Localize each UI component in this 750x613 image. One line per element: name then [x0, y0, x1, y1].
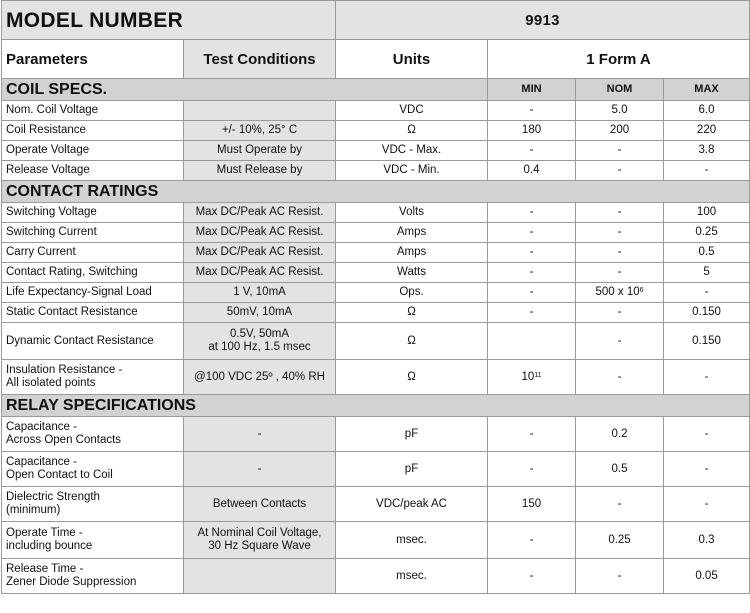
table-row	[2, 452, 750, 487]
table-row	[2, 417, 750, 452]
nom-value: -	[617, 306, 622, 318]
max-value-cell	[664, 303, 750, 323]
max-value: 6.0	[698, 104, 715, 116]
test-condition-cell: Between Contacts	[184, 487, 336, 522]
max-value-cell	[664, 223, 750, 243]
nom-value: -	[617, 164, 622, 176]
max-value: 0.150	[692, 334, 721, 347]
nom-value-cell	[576, 121, 664, 141]
nom-value: -	[617, 246, 622, 258]
unit-cell: VDC - Min.	[336, 161, 488, 181]
min-value: 180	[521, 124, 542, 136]
max-value-cell	[664, 360, 750, 395]
unit-cell: Ω	[336, 121, 488, 141]
nom-value: -	[617, 497, 622, 510]
nom-value: -	[617, 370, 622, 383]
min-value-cell	[488, 141, 576, 161]
min-value-cell	[488, 203, 576, 223]
parameter-cell: Life Expectancy-Signal Load	[2, 283, 184, 303]
test-condition-cell	[184, 559, 336, 594]
nom-value-cell	[576, 417, 664, 452]
nom-value-cell	[576, 161, 664, 181]
test-condition-cell: -	[184, 452, 336, 487]
nom-value-cell	[576, 263, 664, 283]
test-condition-cell: -	[184, 417, 336, 452]
max-value-cell	[664, 283, 750, 303]
table-row	[2, 303, 750, 323]
column-head-nom: NOM	[576, 79, 664, 101]
test-condition-cell: Max DC/Peak AC Resist.	[184, 243, 336, 263]
units-header: Units	[336, 40, 488, 79]
table-row	[2, 203, 750, 223]
test-condition-cell: 1 V, 10mA	[184, 283, 336, 303]
min-value-cell	[488, 360, 576, 395]
test-condition-cell: +/- 10%, 25° C	[184, 121, 336, 141]
unit-cell: Ω	[336, 360, 488, 395]
table-row	[2, 263, 750, 283]
nom-value-cell	[576, 323, 664, 360]
nom-value-cell	[576, 223, 664, 243]
test-condition-cell: 0.5V, 50mA at 100 Hz, 1.5 msec	[184, 323, 336, 360]
unit-cell: pF	[336, 417, 488, 452]
nom-value: 0.2	[611, 427, 628, 440]
unit-cell: msec.	[336, 559, 488, 594]
nom-value-cell	[576, 487, 664, 522]
min-value-cell	[488, 487, 576, 522]
coil-section-header	[2, 79, 750, 101]
table-row	[2, 487, 750, 522]
min-exponent: 11	[534, 371, 542, 379]
test-condition-cell: Max DC/Peak AC Resist.	[184, 223, 336, 243]
relay-spec-table	[1, 0, 750, 594]
params-header: Parameters	[2, 40, 184, 79]
nom-value: -	[617, 334, 622, 347]
table-row	[2, 121, 750, 141]
table-row	[2, 101, 750, 121]
parameter-cell: Coil Resistance	[2, 121, 184, 141]
min-value: 10	[521, 370, 535, 383]
table-row	[2, 360, 750, 395]
parameter-cell: Insulation Resistance - All isolated points	[2, 360, 184, 395]
unit-cell: Ops.	[336, 283, 488, 303]
test-condition-cell: @100 VDC 25º , 40% RH	[184, 360, 336, 395]
unit-cell: Volts	[336, 203, 488, 223]
parameter-cell: Dynamic Contact Resistance	[2, 323, 184, 360]
max-value: -	[704, 370, 709, 383]
column-head-max: MAX	[664, 79, 750, 101]
test-condition-cell: 50mV, 10mA	[184, 303, 336, 323]
nom-value: -	[617, 266, 622, 278]
max-value: 100	[696, 206, 717, 218]
parameter-cell: Static Contact Resistance	[2, 303, 184, 323]
max-value-cell	[664, 161, 750, 181]
min-value: -	[529, 569, 534, 582]
relay-section-header	[2, 395, 750, 417]
parameter-cell: Dielectric Strength (minimum)	[2, 487, 184, 522]
min-value-cell	[488, 243, 576, 263]
test-condition-cell: At Nominal Coil Voltage, 30 Hz Square Wave	[184, 522, 336, 559]
parameter-cell: Capacitance - Across Open Contacts	[2, 417, 184, 452]
nom-value: -	[617, 226, 622, 238]
parameter-cell: Release Voltage	[2, 161, 184, 181]
column-head-min: MIN	[488, 79, 576, 101]
params-header-row	[2, 40, 750, 79]
unit-cell: Watts	[336, 263, 488, 283]
min-value: -	[529, 226, 534, 238]
min-value: -	[529, 462, 534, 475]
nom-value-cell	[576, 101, 664, 121]
parameter-cell: Contact Rating, Switching	[2, 263, 184, 283]
nom-value: 200	[609, 124, 630, 136]
nom-value-cell	[576, 141, 664, 161]
table-row	[2, 522, 750, 559]
min-value-cell	[488, 417, 576, 452]
max-value: 0.150	[692, 306, 721, 318]
min-value: -	[529, 104, 534, 116]
parameter-cell: Operate Time - including bounce	[2, 522, 184, 559]
nom-value: -	[617, 144, 622, 156]
max-value: 3.8	[698, 144, 715, 156]
table-row	[2, 559, 750, 594]
min-value-cell	[488, 323, 576, 360]
test-condition-cell: Must Release by	[184, 161, 336, 181]
min-value-cell	[488, 303, 576, 323]
unit-cell: pF	[336, 452, 488, 487]
min-value-cell	[488, 283, 576, 303]
nom-value: -	[617, 206, 622, 218]
max-value: 0.25	[695, 226, 718, 238]
contact-section-header	[2, 181, 750, 203]
table-row	[2, 283, 750, 303]
min-value: -	[529, 533, 534, 546]
nom-value-cell	[576, 559, 664, 594]
max-value: -	[704, 164, 709, 176]
parameter-cell: Release Time - Zener Diode Suppression	[2, 559, 184, 594]
min-value: -	[529, 246, 534, 258]
max-value: 5	[703, 266, 710, 278]
nom-value: 5.0	[611, 104, 628, 116]
max-value-cell	[664, 141, 750, 161]
max-value-cell	[664, 323, 750, 360]
min-value: -	[529, 144, 534, 156]
model-number: 9913	[336, 1, 750, 40]
nom-value-cell	[576, 283, 664, 303]
nom-value-cell	[576, 522, 664, 559]
min-value-cell	[488, 522, 576, 559]
min-value-cell	[488, 101, 576, 121]
max-value: 0.05	[695, 569, 718, 582]
nom-value-cell	[576, 452, 664, 487]
max-value: -	[704, 497, 709, 510]
nom-value: 500 x 10	[595, 286, 640, 298]
parameter-cell: Operate Voltage	[2, 141, 184, 161]
max-value: -	[704, 427, 709, 440]
parameter-cell: Capacitance - Open Contact to Coil	[2, 452, 184, 487]
unit-cell: Amps	[336, 243, 488, 263]
max-value-cell	[664, 121, 750, 141]
parameter-cell: Nom. Coil Voltage	[2, 101, 184, 121]
unit-cell: Ω	[336, 303, 488, 323]
max-value-cell	[664, 101, 750, 121]
max-value-cell	[664, 522, 750, 559]
min-value: -	[529, 286, 534, 298]
max-value-cell	[664, 243, 750, 263]
max-value-cell	[664, 452, 750, 487]
max-value: -	[704, 462, 709, 475]
min-value-cell	[488, 161, 576, 181]
section-title: CONTACT RATINGS	[2, 181, 750, 203]
table-row	[2, 323, 750, 360]
test-condition-cell: Max DC/Peak AC Resist.	[184, 263, 336, 283]
max-value-cell	[664, 559, 750, 594]
unit-cell: msec.	[336, 522, 488, 559]
parameter-cell: Switching Voltage	[2, 203, 184, 223]
unit-cell: Amps	[336, 223, 488, 243]
min-value: -	[529, 206, 534, 218]
nom-value-cell	[576, 243, 664, 263]
unit-cell: VDC/peak AC	[336, 487, 488, 522]
max-value: 0.5	[698, 246, 715, 258]
table-row	[2, 223, 750, 243]
max-value: -	[704, 286, 709, 298]
section-title: RELAY SPECIFICATIONS	[2, 395, 750, 417]
nom-value-cell	[576, 203, 664, 223]
nom-exponent: 6	[639, 287, 644, 294]
min-value-cell	[488, 452, 576, 487]
min-value: -	[529, 306, 534, 318]
min-value-cell	[488, 121, 576, 141]
min-value: -	[529, 266, 534, 278]
nom-value: 0.5	[611, 462, 628, 475]
max-value-cell	[664, 263, 750, 283]
unit-cell: VDC	[336, 101, 488, 121]
unit-cell: Ω	[336, 323, 488, 360]
min-value-cell	[488, 263, 576, 283]
nom-value-cell	[576, 360, 664, 395]
parameter-cell: Carry Current	[2, 243, 184, 263]
test-conditions-header: Test Conditions	[184, 40, 336, 79]
nom-value: -	[617, 569, 622, 582]
nom-value: 0.25	[608, 533, 631, 546]
max-value-cell	[664, 203, 750, 223]
table-row	[2, 141, 750, 161]
table-row	[2, 161, 750, 181]
min-value-cell	[488, 223, 576, 243]
max-value: 220	[696, 124, 717, 136]
max-value-cell	[664, 417, 750, 452]
test-condition-cell	[184, 101, 336, 121]
table-row	[2, 243, 750, 263]
min-value: 150	[521, 497, 542, 510]
parameter-cell: Switching Current	[2, 223, 184, 243]
unit-cell: VDC - Max.	[336, 141, 488, 161]
max-value: 0.3	[698, 533, 715, 546]
min-value-cell	[488, 559, 576, 594]
test-condition-cell: Max DC/Peak AC Resist.	[184, 203, 336, 223]
form-header: 1 Form A	[488, 40, 750, 79]
section-title: COIL SPECS.	[2, 79, 488, 101]
test-condition-cell: Must Operate by	[184, 141, 336, 161]
model-label: MODEL NUMBER	[2, 1, 336, 40]
min-value: 0.4	[523, 164, 540, 176]
max-value-cell	[664, 487, 750, 522]
min-value: -	[529, 427, 534, 440]
model-row	[2, 1, 750, 40]
nom-value-cell	[576, 303, 664, 323]
